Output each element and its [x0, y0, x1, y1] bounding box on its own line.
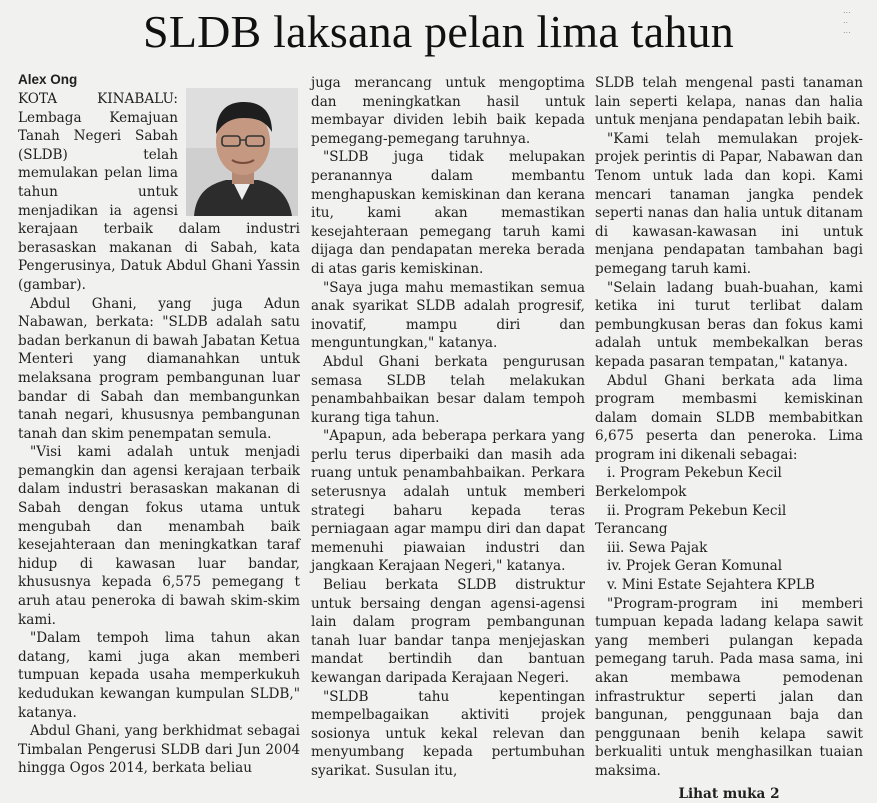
list-item: ii. Program Pekebun Kecil Terancang	[595, 502, 787, 538]
paragraph: Beliau berkata SLDB distruktur untuk bersaing dengan agensi-agensi lain dalam program pembangunan tanah luar bandar tanpa menjejaskan mandat bertindih dan bantuan kewangan daripada Kerajaan Negeri.	[311, 577, 585, 686]
article-column-2	[311, 74, 585, 779]
paragraph: "SLDB juga tidak melupakan peranannya dalam membantu menghapuskan kemiskinan dan kerana itu, kami akan memastikan kesejahteraan pemegang taruh kami dijaga dan pendapatan mereka berada di atas garis kemiskinan.	[311, 149, 585, 277]
paragraph: SLDB telah mengenal pasti tanaman lain seperti kelapa, nanas dan halia untuk menjana pendapatan lebih baik.	[595, 75, 863, 129]
paragraph: "Kami telah memulakan projek-projek perintis di Papar, Nabawan dan Tenom untuk lada dan kopi. Kami mencari tanaman jangka pendek seperti nanas dan halia untuk ditanam di kawasan-kawasan ini untuk menjana pendapatan tambahan bagi pemegang taruh kami.	[595, 130, 863, 277]
list-item: v. Mini Estate Sejahtera KPLB	[607, 577, 815, 594]
paragraph: Abdul Ghani berkata ada lima program membasmi kemiskinan dalam domain SLDB membabitkan 6,675 peserta dan peneroka. Lima program ini dikenali sebagai:	[595, 372, 863, 463]
paragraph: juga merancang untuk mengoptima dan meningkatkan hasil untuk membayar dividen lebih baik kepada pemegang-pemegang taruhnya.	[311, 75, 585, 147]
paragraph: "Saya juga mahu memastikan semua anak syarikat SLDB adalah progresif, inovatif, mampu diri dan menguntungkan," katanya.	[311, 279, 585, 352]
paragraph: "Program-program ini memberi tumpuan kepada ladang kelapa sawit yang memberi pulangan kepada pemegang taruh. Pada masa sama, ini akan membawa pemodenan infrastruktur seperti jalan dan bangunan, penggunaan baja dan penggunaan benih kelapa sawit berkualiti untuk menghasilkan tuaian maksima.	[595, 595, 863, 779]
adjacent-article-fragment: ... .. ...	[843, 6, 851, 35]
paragraph: Abdul Ghani berkata pengurusan semasa SLDB telah melakukan penambahbaikan besar dalam tempoh kurang tiga tahun.	[311, 353, 585, 426]
paragraph: "Selain ladang buah-buahan, kami ketika ini turut terlibat dalam pembungkusan beras dan fokus kami adalah untuk membekalkan beras kepada pasaran tempatan," katanya.	[595, 279, 863, 370]
article-column-3	[595, 74, 863, 802]
article-column-1	[18, 72, 300, 777]
portrait-photo	[186, 88, 298, 216]
list-item: i. Program Pekebun Kecil Berkelompok	[595, 465, 782, 501]
program-list	[595, 464, 863, 594]
list-item: iii. Sewa Pajak	[607, 539, 708, 556]
paragraph: KOTA KINABALU: Lembaga Kemajuan Tanah Negeri Sabah (SLDB) telah memulakan pelan lima tahun untuk menjadikan ia agensi kerajaan terbaik dalam industri berasaskan makanan di Sabah, kata Pengerusinya, Datuk Abdul Ghani Yassin (gambar).	[18, 91, 300, 293]
article-headline: SLDB laksana pelan lima tahun	[143, 6, 734, 57]
paragraph: "Visi kami adalah untuk menjadi pemangkin dan agensi kerajaan terbaik dalam industri berasaskan makanan di Sabah dengan fokus utama untuk mengubah dan menambah baik kesejahteraan dan meningkatkan taraf hidup di kawasan luar bandar, khususnya kepada 6,575 pemegang t aruh atau peneroka di bawah skim-skim kami.	[18, 444, 300, 628]
paragraph: "SLDB tahu kepentingan mempelbagaikan aktiviti projek sosionya untuk kekal relevan dan menyumbang kepada pertumbuhan syarikat. Susulan itu,	[311, 688, 585, 779]
paragraph: "Apapun, ada beberapa perkara yang perlu terus diperbaiki dan masih ada ruang untuk penambahbaikan. Perkara seterusnya adalah untuk memberi strategi baharu kepada teras perniagaan agar mampu diri dan dapat memenuhi piawaian industri dan jangkaan Kerajaan Negeri," katanya.	[311, 428, 585, 575]
paragraph: "Dalam tempoh lima tahun akan datang, kami juga akan memberi tumpuan kepada usaha memperkukuh kedudukan kewangan kumpulan SLDB," katanya.	[18, 630, 300, 721]
continued-on-page-label: Lihat muka 2	[678, 785, 780, 802]
person-portrait-image	[186, 88, 298, 216]
list-item: iv. Projek Geran Komunal	[607, 558, 783, 575]
paragraph: Abdul Ghani, yang berkhidmat sebagai Timbalan Pengerusi SLDB dari Jun 2004 hingga Ogos 2014, berkata beliau	[18, 723, 300, 777]
author-byline: Alex Ong	[18, 72, 78, 87]
paragraph: Abdul Ghani, yang juga Adun Nabawan, berkata: "SLDB adalah satu badan berkanun di bawah Jabatan Ketua Menteri yang diamanahkan untuk melaksana program pembangunan luar bandar di Sabah dan membangunkan tanah negari, khususnya pembangunan tanah dan skim penempatan semula.	[18, 295, 300, 442]
